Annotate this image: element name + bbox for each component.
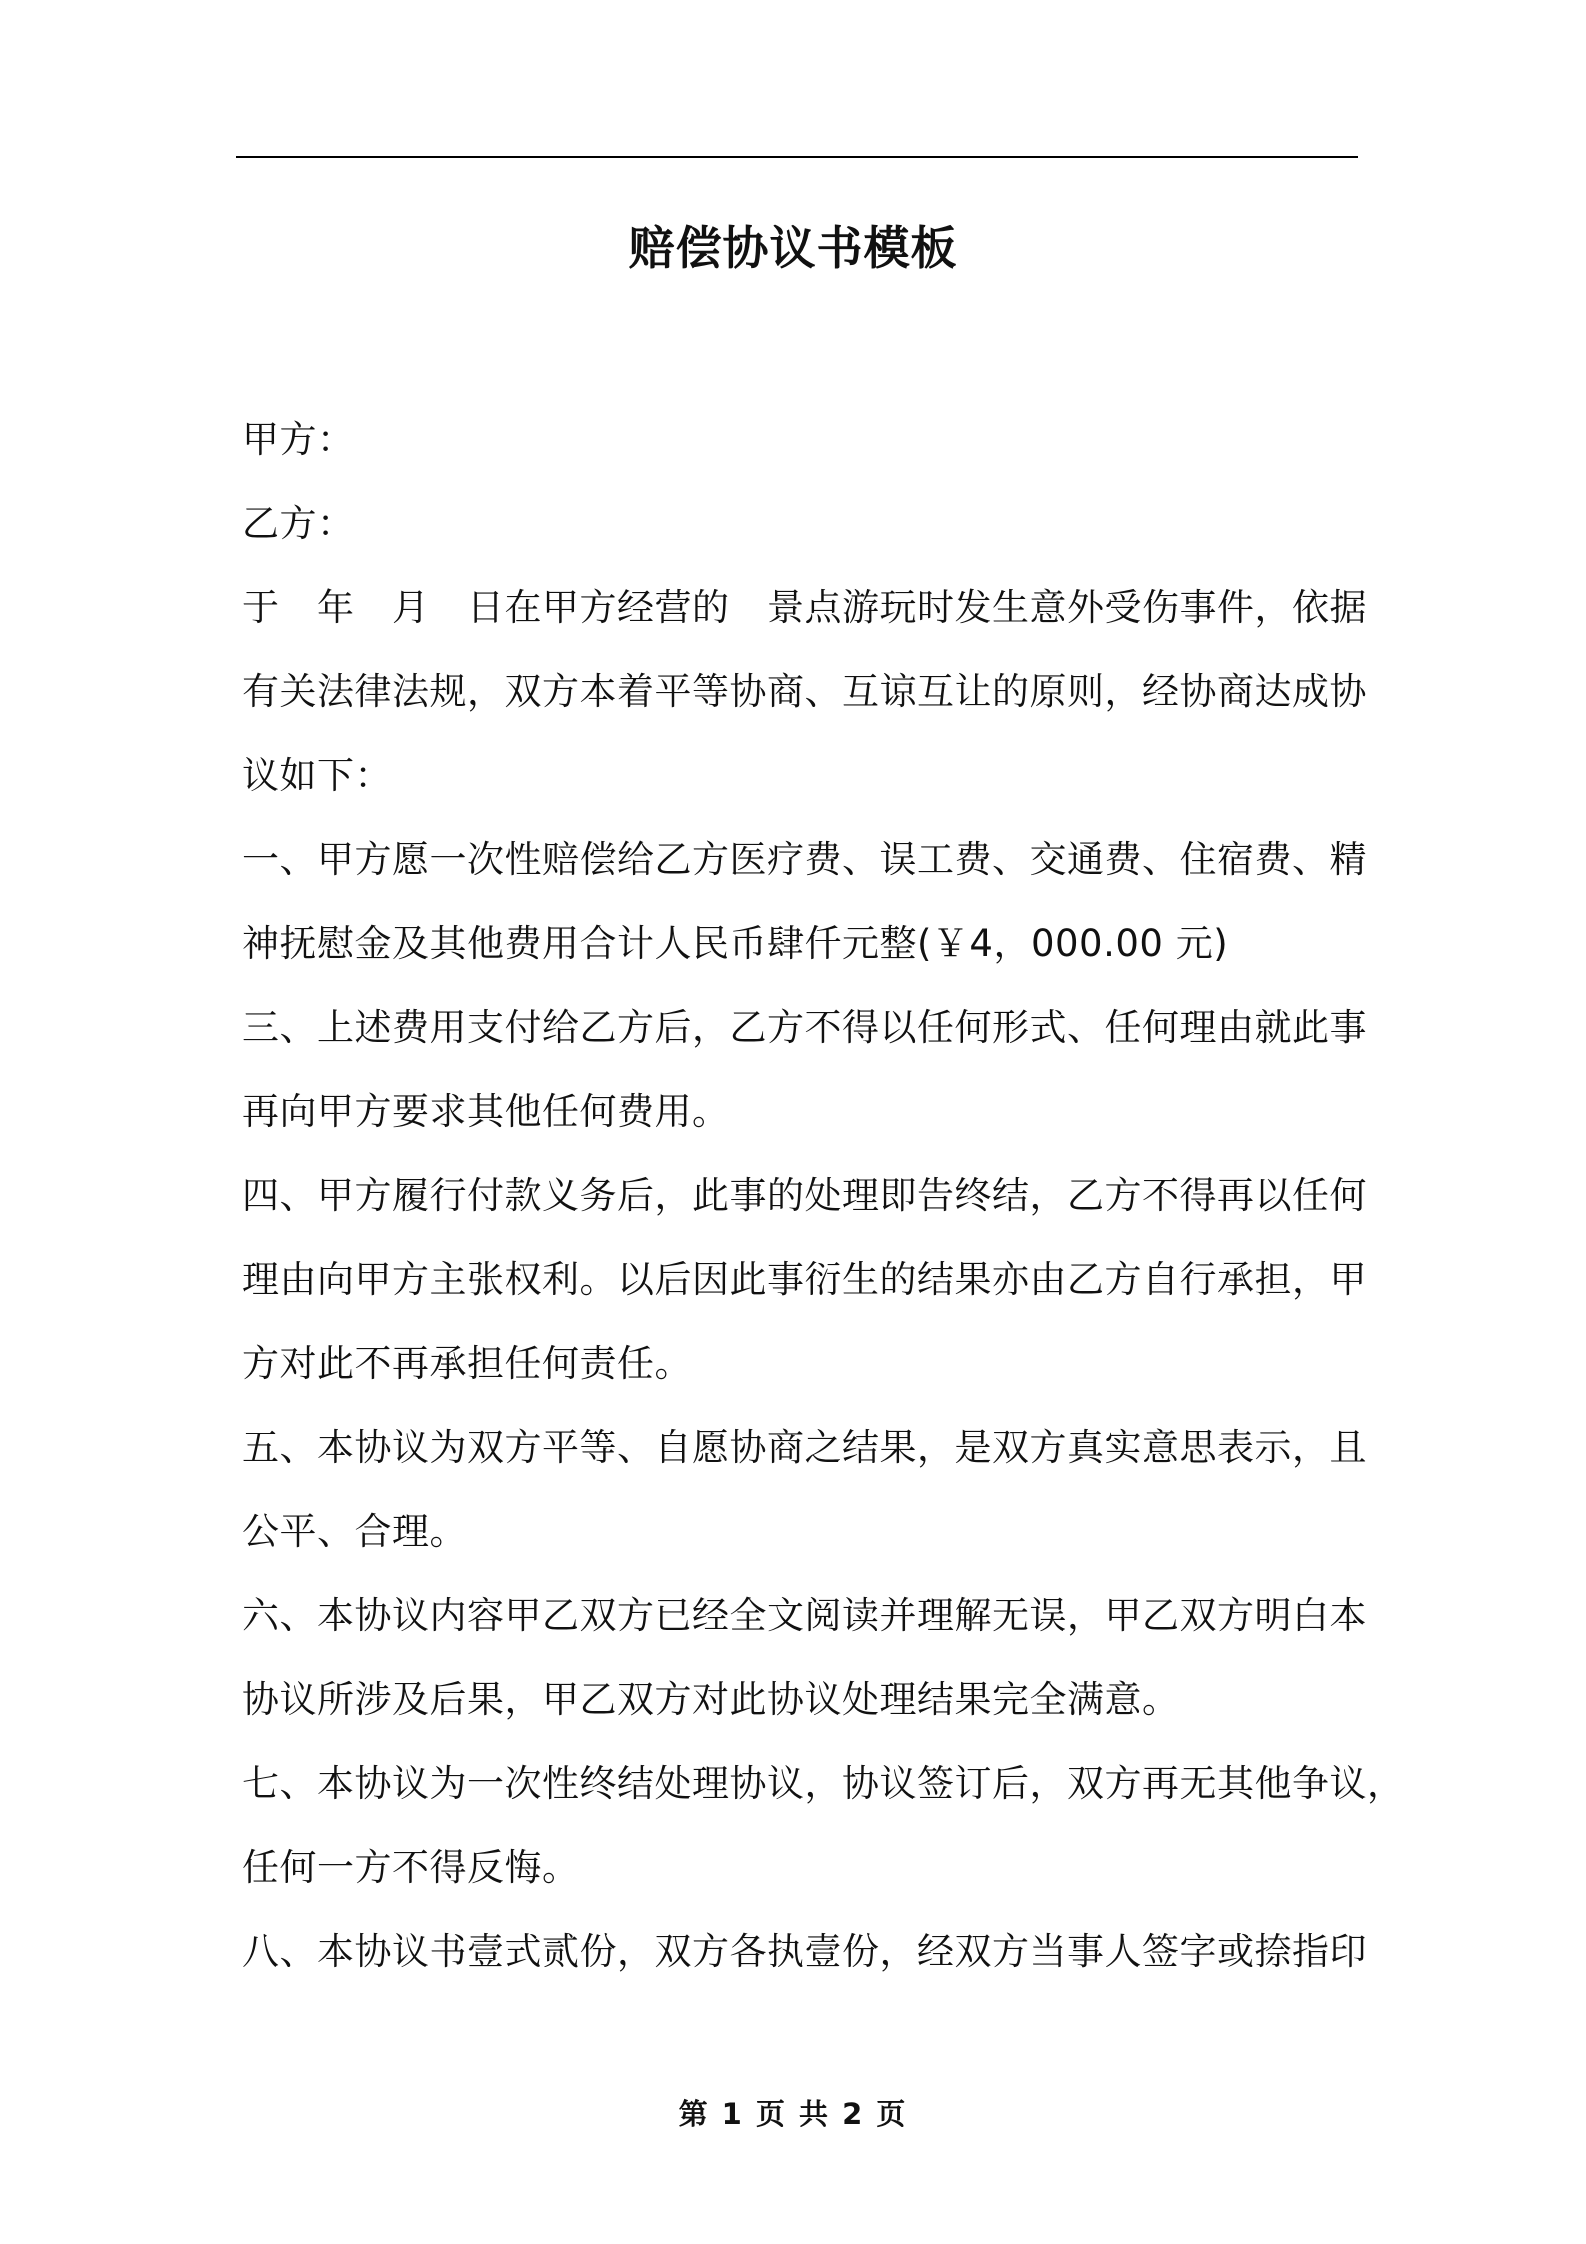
clause-3-line: 三、上述费用支付给乙方后，乙方不得以任何形式、任何理由就此事	[242, 1006, 1367, 1049]
clause-1-line: 一、甲方愿一次性赔偿给乙方医疗费、误工费、交通费、住宿费、精	[242, 838, 1367, 881]
clause-4-line: 方对此不再承担任何责任。	[242, 1342, 692, 1385]
clause-1-line: 神抚慰金及其他费用合计人民币肆仟元整(￥4，000.00 元)	[242, 922, 1229, 965]
page-number: 第 1 页 共 2 页	[678, 2097, 908, 2131]
party-a-line: 甲方：	[242, 418, 355, 461]
clause-4-line: 四、甲方履行付款义务后，此事的处理即告终结，乙方不得再以任何	[242, 1174, 1367, 1217]
clause-3-line: 再向甲方要求其他任何费用。	[242, 1090, 730, 1133]
clause-7-line: 七、本协议为一次性终结处理协议，协议签订后，双方再无其他争议，	[242, 1762, 1405, 1805]
party-b-line: 乙方：	[242, 502, 355, 545]
body-line: 议如下：	[242, 754, 392, 797]
clause-6-line: 协议所涉及后果，甲乙双方对此协议处理结果完全满意。	[242, 1678, 1180, 1721]
clause-5-line: 公平、合理。	[242, 1510, 467, 1553]
clause-6-line: 六、本协议内容甲乙双方已经全文阅读并理解无误，甲乙双方明白本	[242, 1594, 1367, 1637]
clause-5-line: 五、本协议为双方平等、自愿协商之结果，是双方真实意思表示，且	[242, 1426, 1367, 1469]
body-line: 有关法律法规，双方本着平等协商、互谅互让的原则，经协商达成协	[242, 670, 1367, 713]
clause-4-line: 理由向甲方主张权利。以后因此事衍生的结果亦由乙方自行承担，甲	[242, 1258, 1367, 1301]
clause-7-line: 任何一方不得反悔。	[242, 1846, 580, 1889]
document-title: 赔偿协议书模板	[628, 221, 958, 275]
header-rule	[236, 156, 1358, 158]
clause-8-line: 八、本协议书壹式贰份，双方各执壹份，经双方当事人签字或捺指印	[242, 1930, 1367, 1973]
body-line: 于 年 月 日在甲方经营的 景点游玩时发生意外受伤事件，依据	[242, 586, 1367, 629]
